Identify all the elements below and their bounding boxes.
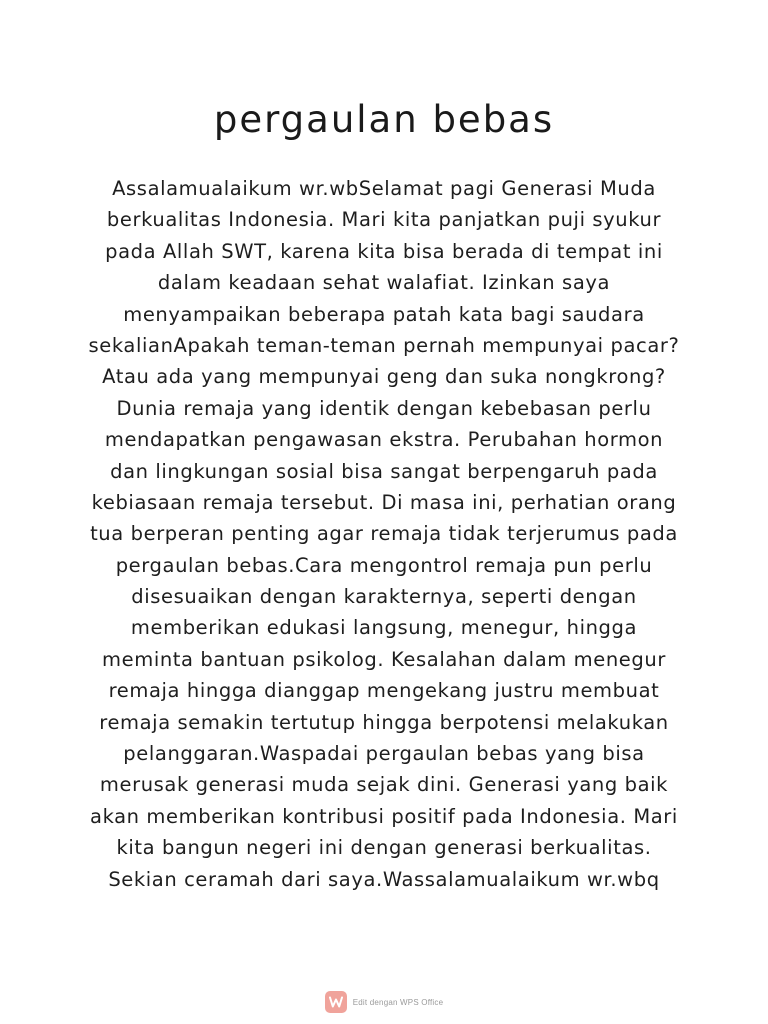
wps-watermark xyxy=(0,989,768,1015)
body-line: memberikan edukasi langsung, menegur, hingga xyxy=(130,616,638,640)
wps-w-glyph-icon xyxy=(329,996,343,1008)
body-line: kita bangun negeri ini dengan generasi berkualitas. xyxy=(116,836,652,860)
wps-logo-icon xyxy=(325,991,347,1013)
body-line: berkualitas Indonesia. Mari kita panjatkan puji syukur xyxy=(106,208,662,232)
body-line: dalam keadaan sehat walafiat. Izinkan saya xyxy=(157,271,611,295)
body-line: remaja hingga dianggap mengekang justru membuat xyxy=(108,679,660,703)
body-line: pelanggaran.Waspadai pergaulan bebas yang bisa xyxy=(123,742,645,766)
body-line: tua berperan penting agar remaja tidak terjerumus pada xyxy=(90,522,678,546)
body-line: Sekian ceramah dari saya.Wassalamualaikum wr.wbq xyxy=(108,867,660,891)
body-line: remaja semakin tertutup hingga berpotensi melakukan xyxy=(99,710,669,734)
body-line: meminta bantuan psikolog. Kesalahan dalam menegur xyxy=(102,647,666,671)
wps-watermark-text: Edit dengan WPS Office xyxy=(352,997,444,1007)
body-line: Dunia remaja yang identik dengan kebebasan perlu xyxy=(116,396,652,420)
body-line: akan memberikan kontribusi positif pada Indonesia. Mari xyxy=(90,804,678,828)
body-line: sekalianApakah teman-teman pernah mempunyai pacar? xyxy=(88,333,680,357)
body-line: Atau ada yang mempunyai geng dan suka nongkrong? xyxy=(102,365,666,389)
body-line: dan lingkungan sosial bisa sangat berpengaruh pada xyxy=(110,459,658,483)
body-line: pergaulan bebas.Cara mengontrol remaja pun perlu xyxy=(115,553,653,577)
body-line: kebiasaan remaja tersebut. Di masa ini, perhatian orang xyxy=(91,490,677,514)
body-line: Assalamualaikum wr.wbSelamat pagi Generasi Muda xyxy=(112,177,656,200)
body-line: disesuaikan dengan karakternya, seperti dengan xyxy=(131,585,637,609)
body-line: pada Allah SWT, karena kita bisa berada di tempat ini xyxy=(105,239,663,263)
body-line: menyampaikan beberapa patah kata bagi saudara xyxy=(123,302,645,326)
document-title: pergaulan bebas xyxy=(213,98,555,141)
document-body xyxy=(60,173,708,895)
body-line: merusak generasi muda sejak dini. Generasi yang baik xyxy=(99,773,669,797)
body-line: mendapatkan pengawasan ekstra. Perubahan hormon xyxy=(104,428,664,452)
